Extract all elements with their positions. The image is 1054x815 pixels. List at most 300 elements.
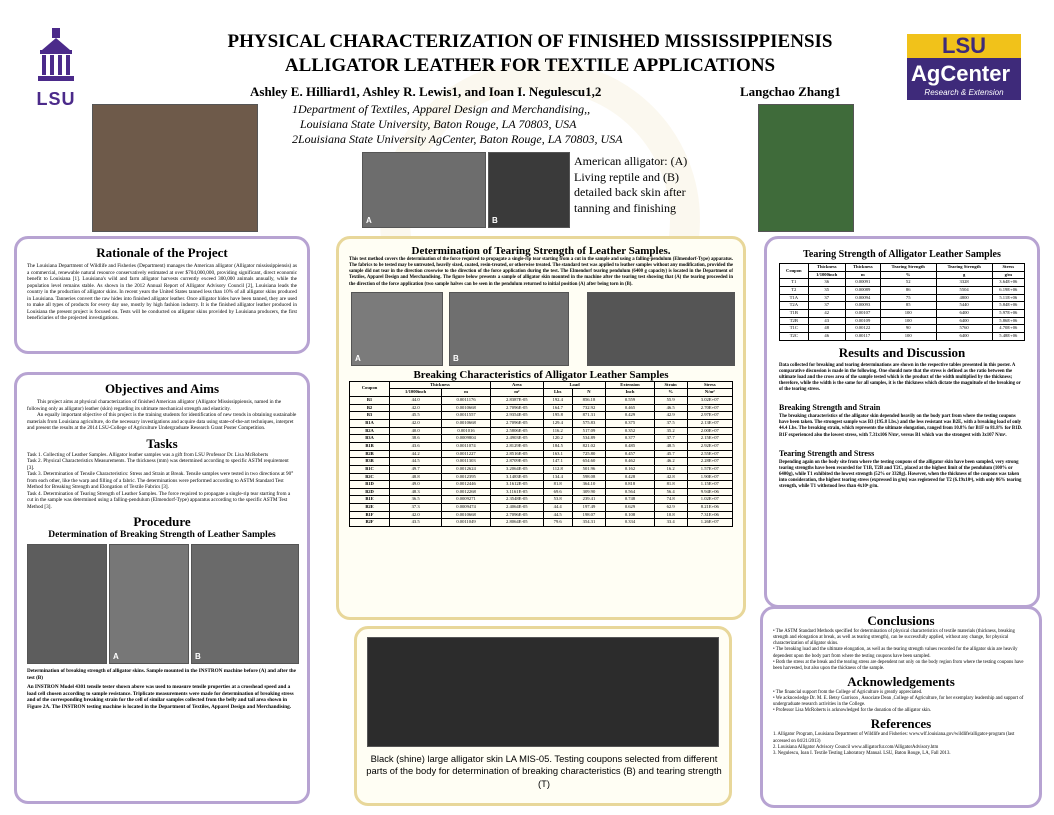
table-cell: 120.2: [543, 435, 572, 443]
table-cell: 239.41: [572, 496, 606, 504]
table-cell: 1.02E+07: [687, 496, 732, 504]
table-cell: 732.92: [572, 404, 606, 412]
reference-item: 1. Alligator Program, Louisiana Department of Wildlife and Fisheries: www.wlf.louisiana.gov/wildlife/alligator-program (last accessed on 04/21/2013): [773, 732, 1015, 744]
table-cell: T1B: [780, 309, 809, 317]
tearing-method-title: Determination of Tearing Strength of Leather Samples.: [411, 245, 671, 257]
table-cell: 856.18: [572, 396, 606, 404]
table-header: Thickness: [845, 264, 880, 272]
table-cell: 48: [808, 325, 845, 333]
affiliations: [292, 102, 712, 147]
table-cell: B2D: [350, 488, 390, 496]
table-cell: 725.80: [572, 450, 606, 458]
table-cell: 2.7096E-05: [490, 404, 543, 412]
table-cell: 0.001016: [442, 427, 491, 435]
photo-caption: American alligator: (A) Living reptile and (B) detailed back skin after tanning and finishing: [574, 154, 688, 215]
table-cell: 48.3: [390, 488, 442, 496]
table-row: [350, 450, 733, 458]
table-unit: Inch: [606, 389, 654, 397]
tasks-list: [27, 452, 297, 511]
table-cell: 38.6: [390, 435, 442, 443]
table-cell: 0.748: [606, 496, 654, 504]
skin-photo-panel: [354, 626, 732, 806]
conclusions-title: Conclusions: [867, 613, 935, 628]
acknowledgement-item: • The financial support from the College of Agriculture is greatly appreciated.: [773, 689, 923, 695]
reference-text: Negulescu, Ioan I. Textile Testing Laboratory Manual. LSU, Baton Rouge, LA, Fall 2013.: [777, 750, 951, 756]
table-cell: 134.4: [543, 473, 572, 481]
table-cell: 3.1483E-05: [490, 473, 543, 481]
table-cell: 45.7: [654, 450, 687, 458]
reference-text: Alligator Program, Louisiana Department of Wildlife and Fisheries: www.wlf.louisiana.gov/wildlife/alligator-program (last accessed on 04/21/2013): [773, 732, 1015, 744]
table-cell: 6400: [936, 309, 992, 317]
alligator-skin-coupons-photo: [367, 637, 719, 747]
rationale-panel: [14, 236, 310, 354]
table-cell: 197.49: [572, 504, 606, 512]
table-row: [350, 519, 733, 527]
table-cell: 35: [808, 286, 845, 294]
table-cell: 2.3548E-05: [490, 496, 543, 504]
table-cell: 116.2: [543, 427, 572, 435]
table-cell: 4800: [936, 294, 992, 302]
table-row: [780, 286, 1025, 294]
table-cell: 42.0: [390, 511, 442, 519]
table-cell: 0.0012268: [442, 488, 491, 496]
table-cell: 871.31: [572, 412, 606, 420]
table-cell: T2B: [780, 317, 809, 325]
table-header: Thickness: [390, 381, 491, 389]
acknowledgement-item: • Professor Lisa McRoberts is acknowledged for the donation of the alligator skin.: [773, 708, 931, 714]
table-cell: 6.19E+06: [992, 286, 1024, 294]
zhang-portrait-photo: [758, 104, 854, 232]
table-cell: 163.1: [543, 450, 572, 458]
table-cell: 40.0: [390, 427, 442, 435]
table-cell: 534.89: [572, 435, 606, 443]
tearing-stress-subtitle: Tearing Strength and Stress: [779, 448, 875, 458]
procedure-figure-caption: Determination of breaking strength of alligator skins. Sample mounted in the INSTRON machine before (A) and after the test (B): [27, 668, 296, 681]
table-cell: 0.108: [606, 511, 654, 519]
table-cell: 0.375: [606, 419, 654, 427]
tearing-sample-photo: [587, 292, 735, 366]
title-line-1: PHYSICAL CHARACTERIZATION OF FINISHED MISSISSIPPIENSIS: [227, 31, 833, 52]
table-cell: 43: [808, 317, 845, 325]
table-cell: 44.0: [390, 396, 442, 404]
table-cell: T1A: [780, 294, 809, 302]
table-cell: 2.7096E-05: [490, 419, 543, 427]
task-item: Task 2. Physical Characteristics Measurements. The thickness (mm) was determined according to specific ASTM requirement [3].: [27, 458, 289, 471]
table-cell: B3B: [350, 458, 390, 466]
table-cell: 2.5806E-05: [490, 427, 543, 435]
table-cell: 2.9354E-05: [490, 412, 543, 420]
conclusions-list: [773, 629, 1029, 672]
table-header: Stress: [992, 264, 1024, 272]
table-cell: 0.0011303: [442, 458, 491, 466]
table-cell: 3.1612E-05: [490, 481, 543, 489]
breaking-strain-body: The breaking characteristics of the alligator skin depended heavily on the body part from where the testing coupons have been taken. The strongest sample was B3 (195.8 Lbs.) and the less resistant was B2E, with a breaking load of only 44.4 Lbs. The breaking strain, which represents the ultimate elongation, ranged from 10.8% for B1F to 81.8% for B1D. B1F experienced also the lowest stress, with 7.31x106 N/m², versus B1 which was the strongest with 3x107 N/m².: [779, 414, 1023, 438]
table-cell: 1.26E+07: [687, 519, 732, 527]
table-cell: 2.8516E-05: [490, 450, 543, 458]
conclusion-text: The breaking load and the ultimate elongation, as well as the tearing strength values recorded for the alligator skin are heavily dependent upon the body part from where the testing coupons have been sampled.: [773, 647, 1018, 659]
results-title: Results and Discussion: [838, 344, 966, 360]
table-header: Coupon: [780, 264, 809, 279]
table-cell: 192.4: [543, 396, 572, 404]
table-cell: B2E: [350, 504, 390, 512]
table-cell: 2.4903E-05: [490, 435, 543, 443]
table-cell: 69.6: [543, 488, 572, 496]
table-cell: 5.48E+06: [992, 332, 1024, 340]
alligator-skin-photo: B: [488, 152, 570, 228]
table-cell: 2.7096E-05: [490, 511, 543, 519]
table-cell: 309.90: [572, 488, 606, 496]
table-cell: 7.31E+06: [687, 511, 732, 519]
table-cell: 0.00093: [845, 302, 880, 310]
table-cell: 0.00109: [845, 317, 880, 325]
table-unit: m²: [490, 389, 543, 397]
table-row: [350, 504, 733, 512]
table-cell: 354.31: [572, 519, 606, 527]
table-cell: T1C: [780, 325, 809, 333]
table-cell: 35.2: [654, 427, 687, 435]
table-row: [350, 442, 733, 450]
table-cell: 42.9: [654, 412, 687, 420]
table-cell: 0.0010668: [442, 419, 491, 427]
affiliation-1: 1Department of Textiles, Apparel Design and Merchandising,,: [292, 102, 591, 116]
breaking-table-body: [350, 396, 733, 526]
acknowledgement-text: Professor Lisa McRoberts is acknowledged for the donation of the alligator skin.: [775, 708, 931, 714]
table-cell: 0.0011176: [442, 396, 491, 404]
table-cell: B1A: [350, 419, 390, 427]
lsu-logo-text: LSU: [36, 89, 76, 109]
table-cell: B3A: [350, 435, 390, 443]
table-row: [350, 435, 733, 443]
table-unit: m: [845, 271, 880, 279]
table-cell: 90: [880, 325, 936, 333]
table-header: Stress: [687, 381, 732, 389]
agcenter-logo-bottom: Research & Extension: [924, 88, 1004, 97]
table-cell: 2.92E+07: [687, 442, 732, 450]
table-cell: 517.09: [572, 427, 606, 435]
acknowledgement-text: The financial support from the College of Agriculture is greatly appreciated.: [775, 689, 923, 695]
living-alligator-photo: A: [362, 152, 486, 228]
table-cell: 49.0: [390, 481, 442, 489]
table-row: [350, 396, 733, 404]
table-cell: 37.7: [654, 435, 687, 443]
table-cell: T1: [780, 279, 809, 287]
conclusion-item: • The breaking load and the ultimate elongation, as well as the tearing strength values recorded for the alligator skin are heavily dependent upon the body part from where the testing coupons have been sampled.: [773, 647, 1018, 659]
acknowledgements-title: Acknowledgements: [847, 673, 955, 689]
table-unit: N/m²: [687, 389, 732, 397]
table-cell: 0.0009804: [442, 435, 491, 443]
table-header: Tearing Strength: [880, 264, 936, 272]
table-unit: N: [572, 389, 606, 397]
table-row: [350, 458, 733, 466]
table-cell: 42: [808, 309, 845, 317]
authors: Ashley E. Hilliard1, Ashley R. Lewis1, and Ioan I. Negulescu1,2: [250, 84, 602, 99]
table-cell: 0.457: [606, 450, 654, 458]
table-row: [350, 473, 733, 481]
table-cell: 0.00091: [845, 279, 880, 287]
table-row: [350, 488, 733, 496]
table-cell: 37.3: [390, 504, 442, 512]
table-row: [780, 317, 1025, 325]
table-cell: 2.13E+07: [687, 419, 732, 427]
references-title: References: [870, 716, 932, 732]
table-cell: 1.57E+07: [687, 465, 732, 473]
table-cell: 364.10: [572, 481, 606, 489]
references-list: [773, 732, 1029, 757]
table-cell: B1C: [350, 465, 390, 473]
table-cell: 44.4: [543, 504, 572, 512]
reference-text: Louisiana Alligator Advisory Council www.alligatorfur.com/AlligatorAdvisory.htm: [777, 744, 939, 750]
table-cell: 5.11E+06: [992, 294, 1024, 302]
table-cell: 195.8: [543, 412, 572, 420]
table-cell: 0.0011227: [442, 450, 491, 458]
table-cell: 79.6: [543, 519, 572, 527]
table-cell: 0.462: [606, 458, 654, 466]
table-cell: 0.00089: [845, 286, 880, 294]
agcenter-logo-top: LSU: [907, 34, 1021, 58]
table-cell: B2B: [350, 450, 390, 458]
breaking-table: [349, 381, 733, 527]
table-cell: 9.94E+06: [687, 488, 732, 496]
table-cell: 5440: [936, 302, 992, 310]
table-cell: 575.83: [572, 419, 606, 427]
table-unit: %: [654, 389, 687, 397]
objectives-panel: [14, 372, 310, 804]
objectives-p1: This project aims at physical characterization of finished American alligator (Alligator Mississippiensis, named in the following only as alligator) leather (skin) regarding its ultimate mechanical strength and elasticity.: [27, 399, 282, 412]
results-intro: Data collected for breaking and tearing determinations are shown in the respective tables presented in this poster. A comparative discussion is made in the following. One should note that the stress is defined as the ratio between the ultimate load and the cross area of the sample tested which is the product of the width multiplied by the thickness; therefore, while the width is the same for all samples, it is the thickness which dictate the magnitude of the breaking or of the tearing stress.: [779, 362, 1021, 393]
pendulum-photo-b: B: [449, 292, 569, 366]
table-cell: 0.0012624: [442, 465, 491, 473]
table-cell: B1D: [350, 481, 390, 489]
table-unit: m: [442, 389, 491, 397]
table-cell: 501.96: [572, 465, 606, 473]
table-cell: B2: [350, 404, 390, 412]
table-cell: 44.5: [390, 458, 442, 466]
table-cell: 0.00117: [845, 332, 880, 340]
table-cell: B2F: [350, 519, 390, 527]
conclusion-item: • The ASTM Standard Methods specified for determination of physical characteristics of textile materials (thickness, breaking strength and elongation at break, as well as tearing strength), can be successfully applied, without any change, for physical characterization of alligator skins.: [773, 629, 1015, 647]
tearing-stress-body: Depending again on the body site from where the testing coupons of the alligator skin have been sampled, very strong tearing strengths have been recorded for T1B, T2B and T2C, placed at the highest limit of the pendulum (100% or 6400g), while T1 exhibited the lowest strength (52% or 3328g). However, when the thickness of the coupons was taken into consideration, the highest tearing stress (expressed in g/m) was registered for T2 (6.19x10⁶), with only 86% tearing strength, while T1 withstood less than 4x10⁶ g/m.: [779, 459, 1022, 490]
table-cell: B2A: [350, 427, 390, 435]
table-cell: 48.8: [390, 473, 442, 481]
table-cell: 6400: [936, 317, 992, 325]
table-cell: 46.5: [654, 404, 687, 412]
table-cell: 4.70E+06: [992, 325, 1024, 333]
table-cell: 0.0011049: [442, 519, 491, 527]
table-row: [350, 511, 733, 519]
table-cell: 0.377: [606, 435, 654, 443]
table-cell: B2C: [350, 473, 390, 481]
agcenter-logo-mid: AgCenter: [911, 61, 1011, 86]
table-cell: 0.485: [606, 442, 654, 450]
table-cell: B1: [350, 396, 390, 404]
objectives-title: Objectives and Aims: [104, 381, 220, 396]
table-row: [780, 302, 1025, 310]
table-header: Load: [543, 381, 606, 389]
procedure-body: An INSTRON Model 4301 tensile tester shown above was used to measure tensile properties at a crosshead speed and a load cell chosen according to sample resistance. Triplicate measurements were made for determination of breaking stress and of the corresponding breaking strain for the cell of similar samples collected from the belly and tail area shown in Figure 2A. The INSTRON testing machine is located in the Department of Textiles, Apparel Design and Merchandising.: [27, 684, 294, 710]
table-cell: 45.5: [390, 412, 442, 420]
rationale-body: The Louisiana Department of Wildlife and Fisheries (Department) manages the American alligator (Alligator mississippiensis) as a commercial, renewable natural resource conservatively estimated at over $704,000,000, providing significant, direct economic benefit to Louisiana [1]. Louisiana's wild and farm alligator harvests currently exceed 300,000 animals annually, while the population level remains stable. As shown in the 2012 Annual Report of Alligator Advisory Council [2], Louisiana leads the country in the production of alligator skins. In recent years the United States tanned less than 10% of all alligator skins produced in Louisiana. Tanneries convert the raw hides into finished alligator leather. Once alligator hides have been tanned, they are used to make all types of products for every day use, mostly by high fashion industry. It is the finished alligator leather produced in Louisiana the present project is focused on. Tests will be conducted on alligator skins provided by Louisiana producers, the first beneficiaries of the projected investigations.: [27, 263, 297, 321]
table-unit: 1/1000inch: [808, 271, 845, 279]
table-cell: T2C: [780, 332, 809, 340]
conclusions-panel: [760, 606, 1042, 808]
poster-title: [120, 30, 940, 78]
table-cell: 74.8: [654, 496, 687, 504]
breaking-table-title: Breaking Characteristics of Alligator Leather Samples: [413, 368, 669, 381]
table-cell: 598.08: [572, 473, 606, 481]
table-header: Thickness: [808, 264, 845, 272]
table-cell: 55.9: [654, 396, 687, 404]
table-cell: 0.00107: [845, 309, 880, 317]
procedure-title: Procedure: [133, 514, 191, 529]
table-cell: 0.0012446: [442, 481, 491, 489]
table-cell: 821.02: [572, 442, 606, 450]
affiliation-2: Louisiana State University, Baton Rouge, LA 70803, USA: [300, 117, 577, 131]
sample-before-test-photo: A: [109, 544, 189, 664]
table-row: [780, 279, 1025, 287]
table-row: [780, 294, 1025, 302]
table-cell: 3.64E+06: [992, 279, 1024, 287]
table-cell: 75: [880, 294, 936, 302]
table-cell: 5760: [936, 325, 992, 333]
table-header: Strain: [654, 381, 687, 389]
table-cell: 0.0010668: [442, 511, 491, 519]
table-cell: 0.559: [606, 396, 654, 404]
conclusion-text: Both the stress at the break and the tearing stress are dependent not only on the body region from where the testing coupons have been harvested, but also upon the thickness of the sample.: [773, 659, 1024, 671]
table-cell: 164.7: [543, 404, 572, 412]
table-cell: 37.5: [654, 419, 687, 427]
table-cell: 56.4: [654, 488, 687, 496]
table-cell: B3: [350, 412, 390, 420]
table-cell: 37: [808, 302, 845, 310]
table-cell: 52: [880, 279, 936, 287]
table-cell: 3.2064E-05: [490, 465, 543, 473]
table-cell: 2.55E+07: [687, 450, 732, 458]
table-cell: 0.352: [606, 427, 654, 435]
table-cell: 184.5: [543, 442, 572, 450]
table-cell: 48.5: [654, 442, 687, 450]
tearing-table-body: [780, 279, 1025, 340]
table-cell: 2.8064E-05: [490, 519, 543, 527]
table-cell: 81.8: [654, 481, 687, 489]
table-cell: 81.8: [543, 481, 572, 489]
table-cell: 0.0009271: [442, 496, 491, 504]
table-unit: g/m: [992, 271, 1024, 279]
table-cell: 42.0: [390, 419, 442, 427]
table-cell: 0.334: [606, 519, 654, 527]
table-cell: 53.8: [543, 496, 572, 504]
table-cell: 5504: [936, 286, 992, 294]
table-cell: 42.8: [654, 473, 687, 481]
tearing-table-title: Tearing Strength of Alligator Leather Samples: [803, 249, 1001, 260]
table-cell: 2.8709E-05: [490, 458, 543, 466]
table-row: [350, 427, 733, 435]
affiliation-3: 2Louisiana State University AgCenter, Baton Rouge, LA 70803, USA: [292, 132, 623, 146]
table-row: [780, 309, 1025, 317]
table-cell: 44.5: [543, 511, 572, 519]
table-cell: 1.15E+07: [687, 481, 732, 489]
table-cell: 1.90E+07: [687, 473, 732, 481]
table-unit: g: [936, 271, 992, 279]
table-cell: T2A: [780, 302, 809, 310]
table-cell: B1F: [350, 511, 390, 519]
table-header: Extension: [606, 381, 654, 389]
table-cell: 0.429: [606, 412, 654, 420]
table-cell: 0.0011557: [442, 412, 491, 420]
results-panel: [764, 236, 1040, 608]
table-cell: 100: [880, 332, 936, 340]
sample-after-test-photo: B: [191, 544, 299, 664]
table-cell: 85: [880, 302, 936, 310]
table-cell: 3.1161E-05: [490, 488, 543, 496]
table-row: [350, 465, 733, 473]
table-cell: 86: [880, 286, 936, 294]
table-cell: 0.629: [606, 504, 654, 512]
reference-item: 2. Louisiana Alligator Advisory Council www.alligatorfur.com/AlligatorAdvisory.htm: [773, 744, 939, 750]
table-cell: 147.1: [543, 458, 572, 466]
table-cell: 37: [808, 294, 845, 302]
acknowledgement-text: We acknowledge Dr. M. E. Betsy Garrison , Associate Dean ,College of Agriculture, for her exemplary leadership and support of undergraduate research activities in the College.: [773, 696, 1024, 708]
table-cell: 46: [808, 332, 845, 340]
table-cell: 2.15E+07: [687, 435, 732, 443]
table-cell: 10.8: [654, 511, 687, 519]
table-cell: 0.0012395: [442, 473, 491, 481]
breaking-strain-subtitle: Breaking Strength and Strain: [779, 403, 881, 413]
table-cell: 44.2: [390, 450, 442, 458]
table-cell: B1E: [350, 496, 390, 504]
table-cell: 6400: [936, 332, 992, 340]
table-cell: 5.84E+06: [992, 302, 1024, 310]
title-line-2: ALLIGATOR LEATHER FOR TEXTILE APPLICATIONS: [284, 55, 776, 76]
table-cell: 42.0: [390, 404, 442, 412]
lsu-building-icon: [34, 26, 78, 84]
tasks-title: Tasks: [146, 435, 178, 451]
table-cell: 2.28E+07: [687, 458, 732, 466]
table-cell: 0.564: [606, 488, 654, 496]
acknowledgements-list: [773, 690, 1029, 715]
table-cell: 2.70E+07: [687, 404, 732, 412]
table-cell: 0.0009474: [442, 504, 491, 512]
reference-item: 3. Negulescu, Ioan I. Textile Testing Laboratory Manual. LSU, Baton Rouge, LA, Fall 2013.: [773, 750, 951, 756]
table-header: Coupon: [350, 381, 390, 396]
table-unit: %: [880, 271, 936, 279]
table-cell: 33.4: [654, 519, 687, 527]
table-cell: 2.8387E-05: [490, 396, 543, 404]
table-cell: 36.5: [390, 496, 442, 504]
table-cell: 5.86E+06: [992, 317, 1024, 325]
table-header: Area: [490, 381, 543, 389]
table-cell: 0.00122: [845, 325, 880, 333]
table-row: [350, 496, 733, 504]
skin-photo-caption: Black (shine) large alligator skin LA MIS-05. Testing coupons selected from different parts of the body for determination of breaking characteristics (B) and tearing strength (T): [366, 753, 722, 789]
table-cell: 2.4064E-05: [490, 504, 543, 512]
table-cell: 3328: [936, 279, 992, 287]
table-row: [350, 481, 733, 489]
task-item: Task 4. Determination of Tearing Strength of Leather Samples. The force required to propagate a single-rip tear starting from a cut in the sample was determined using a falling-pendulum (Elmendorf-Type) apparatus according to the specific ASTM Test Method [3].: [27, 490, 291, 510]
table-cell: 62.9: [654, 504, 687, 512]
table-cell: 2.00E+07: [687, 427, 732, 435]
table-row: [350, 419, 733, 427]
table-cell: 49.7: [390, 465, 442, 473]
table-row: [780, 332, 1025, 340]
conclusion-text: The ASTM Standard Methods specified for determination of physical characteristics of textile materials (thickness, breaking strength and elongation at break, as well as tearing strength), can be successfully applied, without any change, for physical characterization of alligator skins.: [773, 629, 1015, 647]
table-header: Tearing Strength: [936, 264, 992, 272]
table-row: [780, 325, 1025, 333]
table-cell: 129.4: [543, 419, 572, 427]
table-cell: 2.8129E-05: [490, 442, 543, 450]
tearing-table: [779, 263, 1025, 341]
table-cell: 5.97E+06: [992, 309, 1024, 317]
table-cell: 112.8: [543, 465, 572, 473]
